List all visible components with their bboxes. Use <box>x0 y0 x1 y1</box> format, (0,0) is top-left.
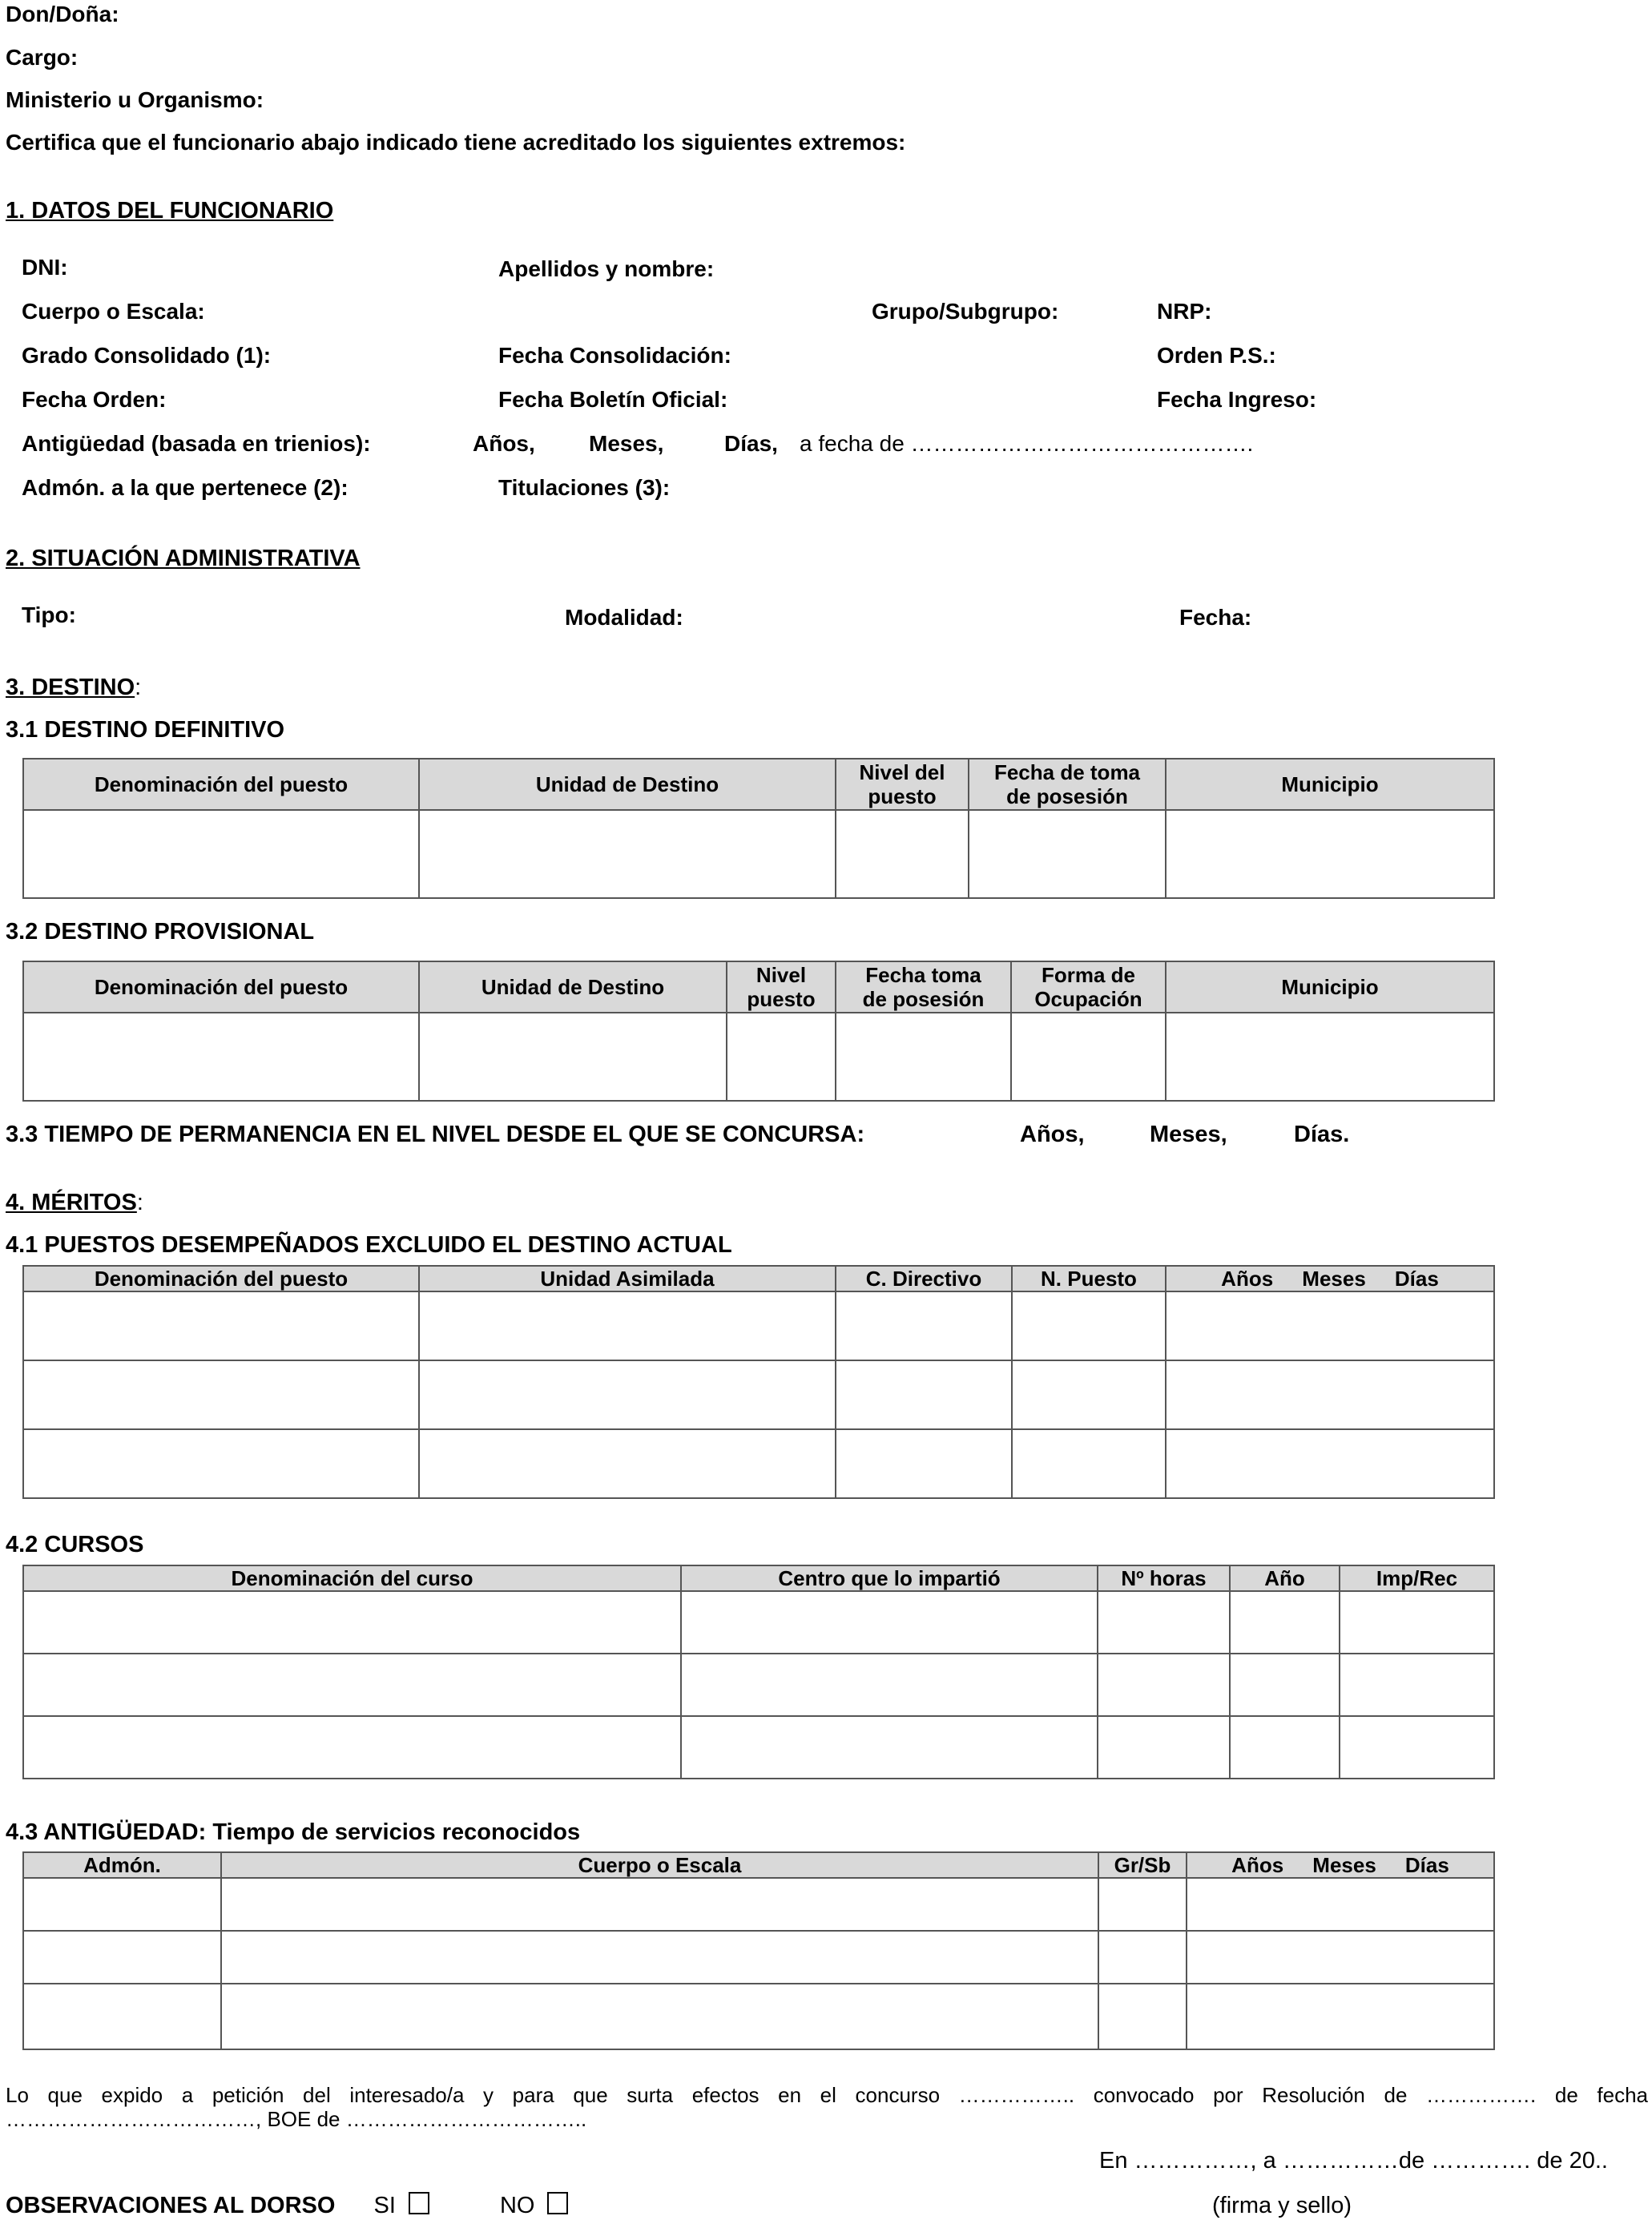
col-denominacion: Denominación del puesto <box>23 961 419 1013</box>
table-cell[interactable] <box>221 1931 1098 1984</box>
table-cell[interactable] <box>419 1013 727 1101</box>
expido-text: Lo que expido a petición del interesado/a y para que surta efectos en el concurso …………….. convocado por Resolución de ……………. de fecha <box>6 2083 1648 2107</box>
col-municipio: Municipio <box>1166 759 1494 810</box>
col-nivel-line1: Nivel del <box>859 760 945 784</box>
table-cell[interactable] <box>836 810 969 898</box>
table-row <box>23 1716 1494 1779</box>
table-cell[interactable] <box>23 1716 681 1779</box>
fecha-boletin-label: Fecha Boletín Oficial: <box>498 387 728 412</box>
col-nivel <box>836 759 969 810</box>
col-nivel <box>727 961 836 1013</box>
no-checkbox[interactable] <box>547 2192 568 2214</box>
destino-provisional-title: 3.2 DESTINO PROVISIONAL <box>6 919 315 945</box>
section-3-colon: : <box>135 675 142 700</box>
section-1-title: 1. DATOS DEL FUNCIONARIO <box>6 198 334 224</box>
destino-provisional-table <box>22 961 1495 1102</box>
observaciones-row <box>6 2192 568 2219</box>
admon-label: Admón. a la que pertenece (2): <box>22 475 349 500</box>
firma-label: (firma y sello) <box>1212 2193 1352 2218</box>
col-denominacion: Denominación del puesto <box>23 759 419 810</box>
table-cell[interactable] <box>23 1931 221 1984</box>
table-cell[interactable] <box>1012 1360 1166 1429</box>
antiguedad-dias: Días, <box>724 431 778 456</box>
table-cell[interactable] <box>1340 1654 1494 1716</box>
table-row <box>23 1360 1494 1429</box>
fecha-situacion-label: Fecha: <box>1179 605 1252 630</box>
si-label: SI <box>373 2193 396 2218</box>
antiguedad-anos: Años, <box>473 431 535 456</box>
col-anos-meses-dias: Años Meses Días <box>1166 1266 1494 1291</box>
table-cell[interactable] <box>1166 1291 1494 1360</box>
expido-text-line2: ………………………………, BOE de …………………………….. <box>6 2107 587 2131</box>
col-cuerpo-escala: Cuerpo o Escala <box>221 1852 1098 1878</box>
table-cell[interactable] <box>1098 1654 1230 1716</box>
col-unidad-destino: Unidad de Destino <box>419 961 727 1013</box>
table-cell[interactable] <box>1187 1984 1494 2049</box>
col-unidad-destino: Unidad de Destino <box>419 759 836 810</box>
permanencia-title: 3.3 TIEMPO DE PERMANENCIA EN EL NIVEL DESDE EL QUE SE CONCURSA: <box>6 1122 865 1147</box>
col-ano: Año <box>1230 1565 1340 1591</box>
table-cell[interactable] <box>23 1984 221 2049</box>
antiguedad-servicios-table <box>22 1851 1495 2050</box>
titulaciones-label: Titulaciones (3): <box>498 475 671 500</box>
table-cell[interactable] <box>23 1591 681 1654</box>
col-forma-line2: Ocupación <box>1034 987 1142 1011</box>
destino-definitivo-table <box>22 758 1495 899</box>
table-cell[interactable] <box>836 1291 1012 1360</box>
table-cell[interactable] <box>1098 1984 1187 2049</box>
table-row <box>23 810 1494 898</box>
antiguedad-fecha: a fecha de ………………………………………. <box>800 431 1254 456</box>
col-forma-line1: Forma de <box>1041 963 1136 987</box>
table-cell[interactable] <box>1098 1591 1230 1654</box>
table-cell[interactable] <box>23 1360 419 1429</box>
col-nivel-line2: puesto <box>868 784 937 808</box>
certifica-text: Certifica que el funcionario abajo indicado tiene acreditado los siguientes extremos: <box>6 130 906 155</box>
table-cell[interactable] <box>419 1291 836 1360</box>
table-cell[interactable] <box>681 1591 1098 1654</box>
antiguedad-meses: Meses, <box>589 431 664 456</box>
table-row <box>23 1931 1494 1984</box>
col-fecha-toma-line2: de posesión <box>862 987 985 1011</box>
tipo-label: Tipo: <box>22 602 76 627</box>
observaciones-label: OBSERVACIONES AL DORSO <box>6 2193 336 2218</box>
table-cell[interactable] <box>1166 810 1494 898</box>
col-n-puesto: N. Puesto <box>1012 1266 1166 1291</box>
fecha-orden-label: Fecha Orden: <box>22 387 167 412</box>
section-3-title <box>6 675 141 701</box>
table-row <box>23 1591 1494 1654</box>
orden-ps-label: Orden P.S.: <box>1157 343 1276 368</box>
ministerio-label: Ministerio u Organismo: <box>6 87 264 112</box>
table-cell[interactable] <box>1098 1931 1187 1984</box>
cursos-title: 4.2 CURSOS <box>6 1532 144 1557</box>
section-4-colon: : <box>136 1190 143 1215</box>
fecha-consolidacion-label: Fecha Consolidación: <box>498 343 731 368</box>
col-fecha-toma-line1: Fecha de toma <box>993 760 1141 784</box>
table-cell[interactable] <box>221 1878 1098 1931</box>
table-cell[interactable] <box>1230 1654 1340 1716</box>
table-cell[interactable] <box>419 1429 836 1498</box>
permanencia-dias: Días. <box>1294 1122 1350 1147</box>
cursos-table <box>22 1565 1495 1779</box>
table-cell[interactable] <box>1230 1716 1340 1779</box>
antiguedad-servicios-title: 4.3 ANTIGÜEDAD: Tiempo de servicios reconocidos <box>6 1819 581 1845</box>
cuerpo-label: Cuerpo o Escala: <box>22 299 205 324</box>
dni-label: DNI: <box>22 255 68 280</box>
fecha-ingreso-label: Fecha Ingreso: <box>1157 387 1317 412</box>
modalidad-label: Modalidad: <box>565 605 683 630</box>
table-cell[interactable] <box>1230 1591 1340 1654</box>
table-cell[interactable] <box>1187 1878 1494 1931</box>
table-cell[interactable] <box>1098 1716 1230 1779</box>
table-cell[interactable] <box>836 1360 1012 1429</box>
table-row <box>23 1291 1494 1360</box>
col-municipio: Municipio <box>1166 961 1494 1013</box>
table-cell[interactable] <box>1012 1429 1166 1498</box>
table-cell[interactable] <box>681 1654 1098 1716</box>
puestos-table <box>22 1265 1495 1499</box>
cargo-label: Cargo: <box>6 45 79 70</box>
col-nivel-line1: Nivel <box>755 963 807 987</box>
table-row <box>23 1013 1494 1101</box>
table-cell[interactable] <box>836 1013 1011 1101</box>
destino-definitivo-title: 3.1 DESTINO DEFINITIVO <box>6 717 285 743</box>
col-fecha-toma-line1: Fecha toma <box>865 963 981 987</box>
col-fecha-toma <box>969 759 1166 810</box>
lugar-fecha: En ……………, a ……………de …………. de 20.. <box>1099 2148 1608 2174</box>
table-row <box>23 1429 1494 1498</box>
nrp-label: NRP: <box>1157 299 1212 324</box>
table-cell[interactable] <box>1011 1013 1166 1101</box>
table-cell[interactable] <box>1166 1013 1494 1101</box>
table-cell[interactable] <box>1166 1360 1494 1429</box>
col-forma-ocupacion <box>1011 961 1166 1013</box>
puestos-title: 4.1 PUESTOS DESEMPEÑADOS EXCLUIDO EL DESTINO ACTUAL <box>6 1232 732 1258</box>
col-c-directivo: C. Directivo <box>836 1266 1012 1291</box>
table-row <box>23 1654 1494 1716</box>
table-cell[interactable] <box>969 810 1166 898</box>
col-nivel-line2: puesto <box>747 987 816 1011</box>
grupo-label: Grupo/Subgrupo: <box>872 299 1059 324</box>
table-cell[interactable] <box>221 1984 1098 2049</box>
table-cell[interactable] <box>23 1429 419 1498</box>
col-fecha-toma <box>836 961 1011 1013</box>
table-cell[interactable] <box>727 1013 836 1101</box>
table-cell[interactable] <box>1340 1716 1494 1779</box>
table-row <box>23 1984 1494 2049</box>
grado-label: Grado Consolidado (1): <box>22 343 272 368</box>
table-cell[interactable] <box>1166 1429 1494 1498</box>
apellidos-label: Apellidos y nombre: <box>498 256 715 281</box>
table-cell[interactable] <box>23 1654 681 1716</box>
table-cell[interactable] <box>681 1716 1098 1779</box>
table-cell[interactable] <box>419 1360 836 1429</box>
section-4-title-text: 4. MÉRITOS <box>6 1190 137 1215</box>
table-cell[interactable] <box>1098 1878 1187 1931</box>
section-2-title: 2. SITUACIÓN ADMINISTRATIVA <box>6 546 361 571</box>
table-cell[interactable] <box>1187 1931 1494 1984</box>
table-cell[interactable] <box>1012 1291 1166 1360</box>
col-denominacion-curso: Denominación del curso <box>23 1565 681 1591</box>
table-row <box>23 1878 1494 1931</box>
table-cell[interactable] <box>23 1878 221 1931</box>
permanencia-anos: Años, <box>1020 1122 1085 1147</box>
col-denominacion: Denominación del puesto <box>23 1266 419 1291</box>
col-fecha-toma-line2: de posesión <box>1006 784 1128 808</box>
no-label: NO <box>499 2193 535 2218</box>
col-unidad-asimilada: Unidad Asimilada <box>419 1266 836 1291</box>
table-cell[interactable] <box>419 810 836 898</box>
table-cell[interactable] <box>1340 1591 1494 1654</box>
col-gr-sb: Gr/Sb <box>1098 1852 1187 1878</box>
permanencia-meses: Meses, <box>1150 1122 1227 1147</box>
antiguedad-label: Antigüedad (basada en trienios): <box>22 431 371 456</box>
table-cell[interactable] <box>23 1291 419 1360</box>
col-admon: Admón. <box>23 1852 221 1878</box>
table-cell[interactable] <box>23 810 419 898</box>
table-cell[interactable] <box>836 1429 1012 1498</box>
table-cell[interactable] <box>23 1013 419 1101</box>
col-horas: Nº horas <box>1098 1565 1230 1591</box>
si-checkbox[interactable] <box>409 2192 429 2214</box>
col-centro: Centro que lo impartió <box>681 1565 1098 1591</box>
section-4-title <box>6 1190 143 1216</box>
section-3-title-text: 3. DESTINO <box>6 675 135 700</box>
col-anos-meses-dias: Años Meses Días <box>1187 1852 1494 1878</box>
col-imp-rec: Imp/Rec <box>1340 1565 1494 1591</box>
don-label: Don/Doña: <box>6 2 119 26</box>
